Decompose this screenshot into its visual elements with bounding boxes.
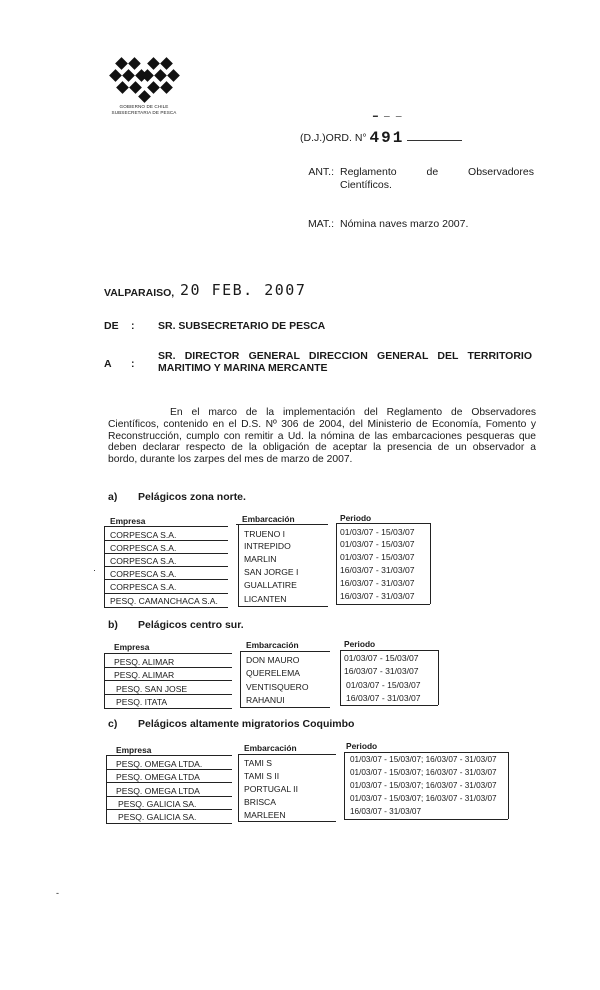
table-rule (340, 705, 438, 706)
table-cell-periodo: 01/03/07 - 15/03/07 (344, 653, 419, 663)
table-rule (104, 526, 228, 527)
table-cell-empresa: PESQ. ALIMAR (114, 670, 175, 680)
gobierno-de-chile-logo (104, 55, 184, 121)
table-rule (438, 650, 439, 705)
table-cell-periodo: 01/03/07 - 15/03/07 (340, 527, 415, 537)
ord-prefix: (D.J.)ORD. N° (300, 132, 367, 144)
date-stamp: 20 FEB. 2007 (180, 281, 307, 299)
table-cell-periodo: 01/03/07 - 15/03/07; 16/03/07 - 31/03/07 (350, 755, 497, 764)
table-cell-periodo: 16/03/07 - 31/03/07 (340, 578, 415, 588)
table-rule (340, 650, 438, 651)
table-rule (238, 754, 239, 821)
table-pelagicos-norte (104, 512, 444, 612)
ant-value (340, 166, 534, 192)
ant-value-line-2: Científicos. (340, 179, 392, 191)
col-header-empresa: Empresa (114, 642, 150, 652)
table-cell-periodo: 01/03/07 - 15/03/07; 16/03/07 - 31/03/07 (350, 781, 497, 790)
table-cell-periodo: 16/03/07 - 31/03/07 (344, 666, 419, 676)
table-rule (236, 524, 328, 525)
col-header-embarcacion: Embarcación (246, 640, 299, 650)
table-rule (340, 650, 341, 705)
col-header-empresa: Empresa (110, 516, 146, 526)
table-cell-empresa: PESQ. ALIMAR (114, 657, 175, 667)
table-cell-empresa: CORPESCA S.A. (110, 543, 177, 553)
ord-mark-icon: ━ ─ ─ (373, 112, 404, 121)
table-cell-empresa: PESQ. OMEGA LTDA (116, 772, 200, 782)
ant-value-line-1: Reglamento de Observadores (340, 166, 534, 178)
table-rule (238, 606, 328, 607)
table-rule (106, 769, 232, 770)
body-line-2: Científicos, contenido en el D.S. Nº 306 de 2004, del Ministerio de Economía, Fomento y (108, 418, 536, 430)
table-cell-periodo: 16/03/07 - 31/03/07 (350, 807, 422, 816)
table-cell-empresa: PESQ. ITATA (116, 697, 168, 707)
mat-block (296, 218, 536, 232)
body-paragraph (108, 407, 536, 466)
table-rule (240, 707, 330, 708)
table-rule (104, 607, 228, 608)
a-value (158, 350, 532, 374)
table-rule (240, 651, 330, 652)
a-value-line-1: SR. DIRECTOR GENERAL DIRECCION GENERAL DEL TERRITORIO (158, 350, 532, 362)
table-rule (106, 755, 232, 756)
col-header-periodo: Periodo (344, 639, 376, 649)
ant-label: ANT.: (308, 166, 334, 178)
table-cell-embarcacion: PORTUGAL II (244, 784, 298, 794)
table-cell-embarcacion: TAMI S II (244, 771, 280, 781)
table-rule (104, 653, 232, 654)
table-cell-empresa: CORPESCA S.A. (110, 582, 177, 592)
date-city: VALPARAISO, (104, 287, 175, 299)
table-rule (238, 821, 336, 822)
table-rule (430, 523, 431, 604)
table-cell-empresa: PESQ. OMEGA LTDA (116, 786, 200, 796)
table-rule (104, 553, 228, 554)
a-block (104, 350, 544, 378)
col-header-empresa: Empresa (116, 745, 152, 755)
table-rule (508, 752, 509, 819)
table-cell-periodo: 01/03/07 - 15/03/07 (340, 552, 415, 562)
table-rule (238, 524, 239, 606)
table-cell-embarcacion: DON MAURO (246, 655, 300, 665)
logo-caption-government: GOBIERNO DE CHILE (119, 104, 169, 109)
section-c-heading (108, 718, 448, 732)
table-cell-periodo: 01/03/07 - 15/03/07 (340, 539, 415, 549)
col-header-embarcacion: Embarcación (244, 743, 297, 753)
table-cell-embarcacion: TAMI S (244, 758, 273, 768)
table-cell-embarcacion: GUALLATIRE (244, 580, 297, 590)
table-rule (344, 752, 345, 819)
logo-mark-icon (104, 55, 184, 103)
table-rule (106, 809, 232, 810)
table-cell-periodo: 16/03/07 - 31/03/07 (346, 693, 421, 703)
ant-block (296, 166, 536, 196)
table-cell-empresa: CORPESCA S.A. (110, 530, 177, 540)
table-cell-periodo: 16/03/07 - 31/03/07 (340, 591, 415, 601)
mat-label: MAT.: (307, 218, 334, 230)
table-rule (104, 540, 228, 541)
de-label: DE (104, 320, 119, 332)
table-cell-embarcacion: VENTISQUERO (246, 682, 309, 692)
a-value-line-2: MARITIMO Y MARINA MERCANTE (158, 362, 328, 374)
section-b-heading (108, 619, 408, 633)
table-rule (104, 653, 105, 708)
table-rule (104, 667, 232, 668)
table-rule (344, 819, 508, 820)
table-cell-empresa: PESQ. GALICIA SA. (118, 812, 197, 822)
table-pelagicos-altamente-migratorios (106, 739, 526, 825)
logo-caption-agency: SUBSECRETARIA DE PESCA (111, 110, 177, 115)
table-rule (336, 604, 430, 605)
table-pelagicos-centro-sur (104, 638, 449, 710)
table-cell-embarcacion: RAHANUI (246, 695, 285, 705)
table-rule (238, 754, 336, 755)
table-rule (336, 523, 337, 604)
table-rule (104, 694, 232, 695)
table-rule (104, 566, 228, 567)
table-cell-embarcacion: INTREPIDO (244, 541, 291, 551)
table-cell-empresa: CORPESCA S.A. (110, 556, 177, 566)
table-cell-empresa: PESQ. GALICIA SA. (118, 799, 197, 809)
table-cell-embarcacion: MARLIN (244, 554, 277, 564)
table-rule (104, 708, 232, 709)
col-header-periodo: Periodo (346, 741, 378, 751)
mat-value: Nómina naves marzo 2007. (340, 218, 469, 230)
section-a-heading (108, 491, 408, 505)
section-title: Pelágicos centro sur. (138, 619, 244, 631)
section-letter: c) (108, 718, 118, 730)
table-cell-embarcacion: QUERELEMA (246, 668, 300, 678)
table-rule (344, 752, 508, 753)
table-cell-embarcacion: SAN JORGE I (244, 567, 299, 577)
body-line-3: Reconstrucción, cumplo con remitir a Ud. la nómina de las embarcaciones pesqueras que (108, 430, 536, 442)
table-rule (106, 755, 107, 823)
ord-number: 491 (369, 129, 405, 147)
ord-underline (407, 140, 462, 141)
table-cell-periodo: 16/03/07 - 31/03/07 (340, 565, 415, 575)
section-letter: a) (108, 491, 118, 503)
table-cell-periodo: 01/03/07 - 15/03/07; 16/03/07 - 31/03/07 (350, 794, 497, 803)
table-cell-periodo: 01/03/07 - 15/03/07 (346, 680, 421, 690)
section-title: Pelágicos zona norte. (138, 491, 246, 503)
de-block (104, 320, 544, 334)
scan-speck-icon: - (56, 888, 59, 898)
ord-number-line (300, 128, 462, 146)
col-header-embarcacion: Embarcación (242, 514, 295, 524)
body-line-1: En el marco de la implementación del Reglamento de Observadores (170, 407, 536, 418)
table-rule (104, 579, 228, 580)
body-line-5: bordo, durante los zarpes del mes de marzo de 2007. (108, 454, 353, 466)
a-colon: : (131, 358, 135, 370)
de-value: SR. SUBSECRETARIO DE PESCA (158, 320, 326, 332)
scan-speck-icon: · (93, 565, 96, 575)
body-line-4: deben declarar respecto de la obligación de aceptar la presencia de un observador a (108, 442, 536, 454)
table-cell-empresa: PESQ. OMEGA LTDA. (116, 759, 203, 769)
table-rule (104, 526, 105, 607)
table-rule (104, 593, 228, 594)
table-rule (106, 823, 232, 824)
table-rule (336, 523, 430, 524)
section-letter: b) (108, 619, 118, 631)
table-cell-empresa: CORPESCA S.A. (110, 569, 177, 579)
table-rule (240, 651, 241, 707)
a-label: A (104, 358, 112, 370)
de-colon: : (131, 320, 135, 332)
table-rule (104, 680, 232, 681)
table-rule (106, 782, 232, 783)
table-cell-periodo: 01/03/07 - 15/03/07; 16/03/07 - 31/03/07 (350, 768, 497, 777)
table-cell-empresa: PESQ. SAN JOSE (116, 684, 188, 694)
table-cell-embarcacion: MARLEEN (244, 810, 286, 820)
table-cell-embarcacion: BRISCA (244, 797, 276, 807)
col-header-periodo: Periodo (340, 513, 372, 523)
table-cell-embarcacion: TRUENO I (244, 529, 286, 539)
table-cell-embarcacion: LICANTEN (244, 594, 287, 604)
section-title: Pelágicos altamente migratorios Coquimbo (138, 718, 355, 730)
table-cell-empresa: PESQ. CAMANCHACA S.A. (110, 596, 218, 606)
table-rule (106, 796, 232, 797)
